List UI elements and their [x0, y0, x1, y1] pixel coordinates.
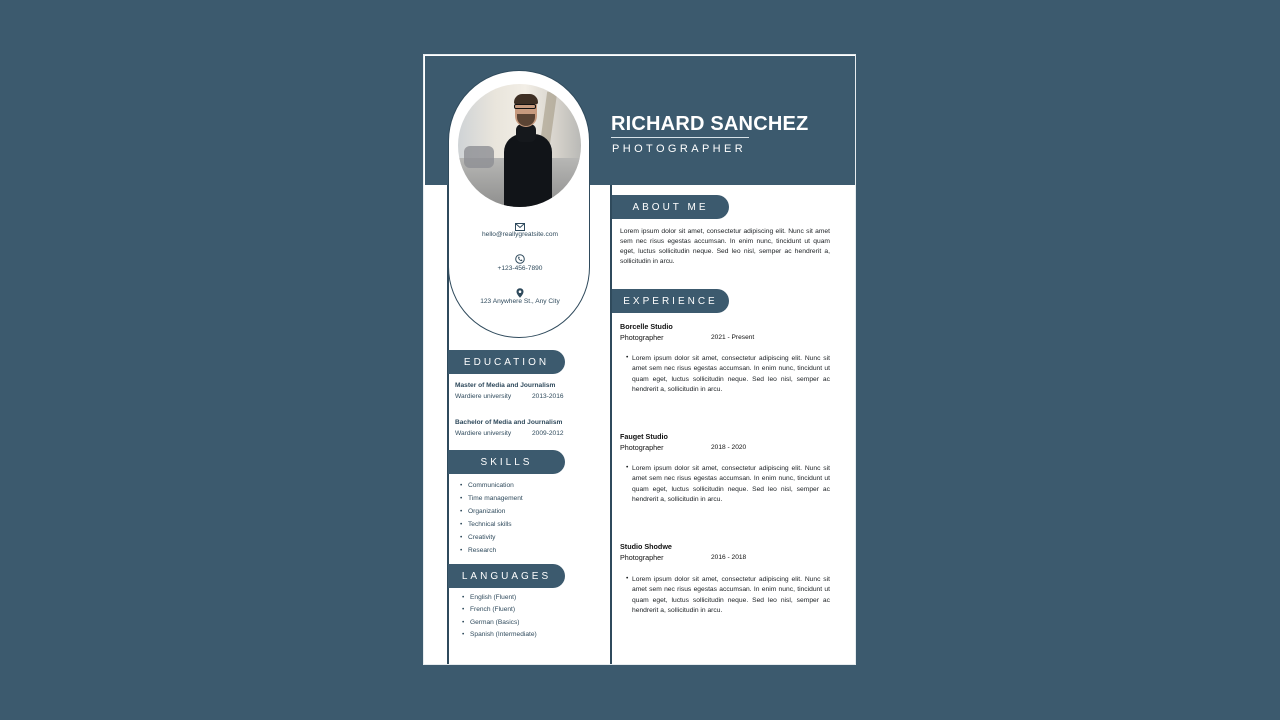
photo-person-hair — [514, 94, 538, 104]
job-dates: 2021 - Present — [711, 334, 755, 341]
job-description: Lorem ipsum dolor sit amet, consectetur adipiscing elit. Nunc sit amet sem nec risus egestas accumsan. In enim nunc, tincidunt ut quam eget, luctus sollicitudin neque. Sed leo nisl, semper ac hendrerit a, sollicitudin in arcu. — [632, 465, 830, 503]
address: 123 Anywhere St., Any City — [480, 298, 560, 305]
education-school: Wardiere university — [455, 430, 512, 437]
candidate-title: PHOTOGRAPHER — [612, 143, 747, 155]
skill-item: • Communication — [460, 479, 523, 492]
languages-list — [462, 592, 537, 641]
photo-person-body — [504, 134, 552, 207]
education-years: 2013-2016 — [532, 393, 564, 400]
education-degree: Bachelor of Media and Journalism — [455, 419, 563, 426]
skill-item: • Technical skills — [460, 518, 523, 531]
job-description: Lorem ipsum dolor sit amet, consectetur adipiscing elit. Nunc sit amet sem nec risus egestas accumsan. In enim nunc, tincidunt ut quam eget, luctus sollicitudin neque. Sed leo nisl, semper ac hendrerit a, sollicitudin in arcu. — [632, 576, 830, 614]
bullet-icon: • — [626, 464, 629, 471]
job-role: Photographer — [620, 443, 664, 452]
job-dates: 2018 - 2020 — [711, 444, 747, 451]
language-item: • English (Fluent) — [462, 592, 537, 604]
job-company: Fauget Studio — [620, 432, 668, 441]
skill-item: • Creativity — [460, 531, 523, 544]
experience-heading: EXPERIENCE — [612, 289, 729, 313]
photo-person-glasses — [514, 104, 536, 109]
resume-page — [423, 54, 856, 665]
language-item: • French (Fluent) — [462, 604, 537, 616]
education-degree: Master of Media and Journalism — [455, 382, 556, 389]
profile-capsule — [448, 70, 590, 338]
email-link[interactable]: hello@reallygreatsite.com — [482, 231, 558, 238]
profile-photo — [458, 84, 581, 207]
job-role: Photographer — [620, 553, 664, 562]
education-school: Wardiere university — [455, 393, 512, 400]
languages-heading: LANGUAGES — [448, 564, 565, 588]
skill-item: • Time management — [460, 492, 523, 505]
bullet-icon: • — [626, 354, 629, 361]
skills-heading: SKILLS — [448, 450, 565, 474]
job-dates: 2016 - 2018 — [711, 554, 747, 561]
skills-list — [460, 479, 523, 557]
photo-car — [464, 146, 494, 168]
about-heading: ABOUT ME — [612, 195, 729, 219]
about-text: Lorem ipsum dolor sit amet, consectetur adipiscing elit. Nunc sit amet sem nec risus egestas accumsan. In enim nunc, tincidunt ut quam eget, luctus sollicitudin neque. Sed leo nisl, semper ac hendrerit a, sollicitudin in arcu. — [620, 228, 830, 265]
job-role: Photographer — [620, 333, 664, 342]
education-heading: EDUCATION — [448, 350, 565, 374]
name-underline — [611, 137, 749, 138]
job-description: Lorem ipsum dolor sit amet, consectetur adipiscing elit. Nunc sit amet sem nec risus egestas accumsan. In enim nunc, tincidunt ut quam eget, luctus sollicitudin neque. Sed leo nisl, semper ac hendrerit a, sollicitudin in arcu. — [632, 355, 830, 393]
education-years: 2009-2012 — [532, 430, 564, 437]
language-item: • Spanish (Intermediate) — [462, 629, 537, 641]
bullet-icon: • — [626, 575, 629, 582]
job-company: Studio Shodwe — [620, 542, 672, 551]
language-item: • German (Basics) — [462, 617, 537, 629]
skill-item: • Organization — [460, 505, 523, 518]
phone-number: +123-456-7890 — [497, 265, 543, 272]
skill-item: • Research — [460, 544, 523, 557]
job-company: Borcelle Studio — [620, 322, 673, 331]
candidate-name: RICHARD SANCHEZ — [611, 113, 809, 135]
